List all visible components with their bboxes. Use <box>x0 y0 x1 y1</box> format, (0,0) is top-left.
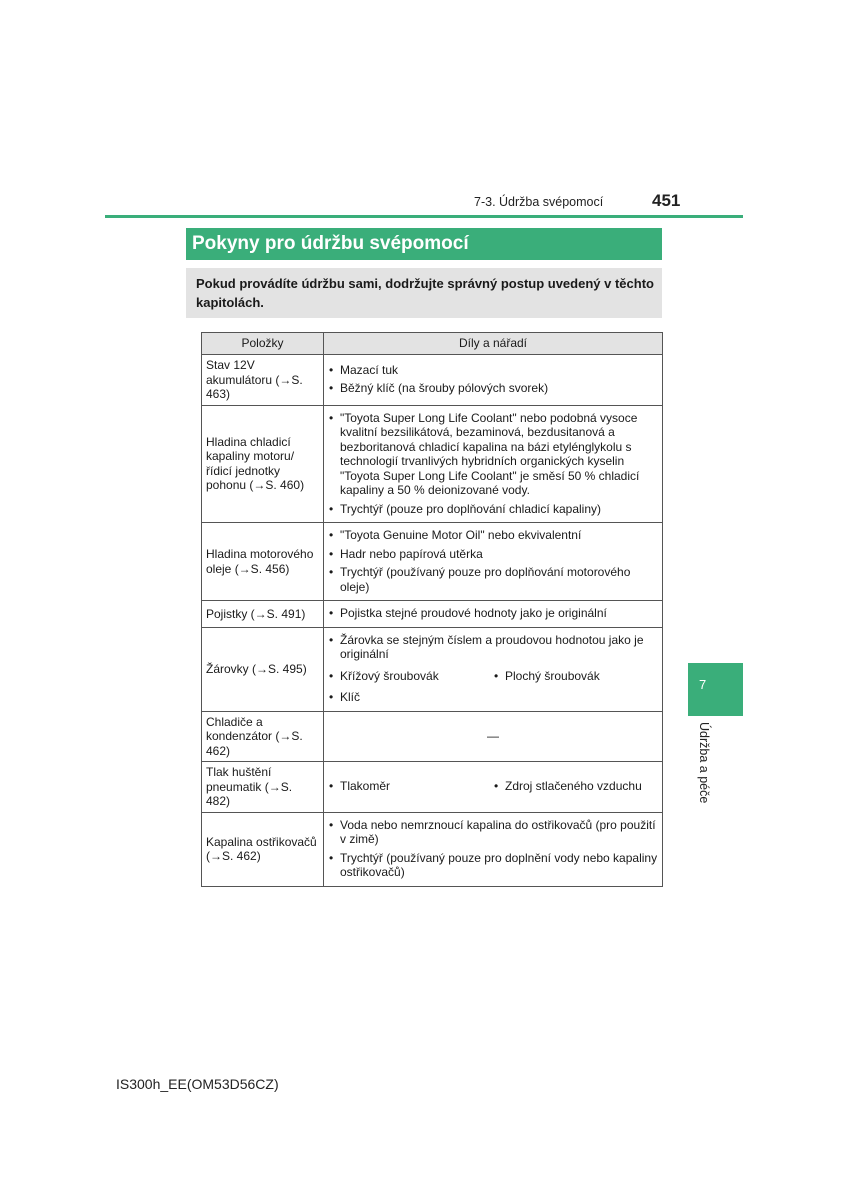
row-item-label: Hladina chladicí kapaliny motoru/řídicí jednotky pohonu (→S. 460) <box>202 405 324 523</box>
list-item: • Pojistka stejné proudové hodnoty jako je originální <box>328 606 658 621</box>
table-row <box>202 601 663 628</box>
row-parts <box>324 355 663 406</box>
table-row <box>202 762 663 813</box>
intro-note: Pokud provádíte údržbu sami, dodržujte správný postup uvedený v těchto kapitolách. <box>186 268 662 318</box>
table-row <box>202 711 663 762</box>
list-item: • Křížový šroubovák <box>328 669 493 684</box>
row-item-label: Hladina motorového oleje (→S. 456) <box>202 523 324 601</box>
table-row <box>202 812 663 886</box>
chapter-side-title: Údržba a péče <box>697 722 711 804</box>
list-item: • Běžný klíč (na šrouby pólových svorek) <box>328 381 658 396</box>
chapter-tab <box>688 663 743 716</box>
list-item: • Plochý šroubovák <box>493 669 658 684</box>
row-item-label: Stav 12V akumulátoru (→S. 463) <box>202 355 324 406</box>
row-item-label: Chladiče a kondenzátor (→S. 462) <box>202 711 324 762</box>
row-parts <box>324 762 663 813</box>
table-row <box>202 627 663 711</box>
list-item: • "Toyota Super Long Life Coolant" nebo podobná vysoce kvalitní bezsilikátová, bezaminová, bezdusitanová a bezboritanová chladicí kapalina na bázi etylénglykolu s technologií trvanlivých hybridních organických kyselin "Toyota Super Long Life Coolant" je směsí 50 % chladicí kapaliny a 50 % deionizované vody. <box>328 411 658 498</box>
row-parts <box>324 601 663 628</box>
table-row <box>202 405 663 523</box>
list-item: • "Toyota Genuine Motor Oil" nebo ekvivalentní <box>328 528 658 543</box>
row-parts <box>324 405 663 523</box>
list-item: • Klíč <box>328 690 658 705</box>
parts-table <box>201 332 663 887</box>
row-item-label: Kapalina ostřikovačů (→S. 462) <box>202 812 324 886</box>
row-parts <box>324 523 663 601</box>
table-header-row <box>202 333 663 355</box>
row-parts <box>324 812 663 886</box>
page-number: 451 <box>652 191 681 210</box>
list-item: • Tlakoměr <box>328 779 493 794</box>
table-row <box>202 355 663 406</box>
chapter-number: 7 <box>699 677 707 692</box>
column-header-items: Položky <box>202 333 324 355</box>
list-item: • Žárovka se stejným číslem a proudovou hodnotou jako je originální <box>328 633 658 662</box>
row-parts <box>324 627 663 711</box>
chapter-heading: 7-3. Údržba svépomocí <box>474 195 604 209</box>
table-row <box>202 523 663 601</box>
row-item-label: Tlak huštění pneumatik (→S. 482) <box>202 762 324 813</box>
list-item: • Mazací tuk <box>328 363 658 378</box>
list-item: • Zdroj stlačeného vzduchu <box>493 779 658 794</box>
empty-dash: — <box>324 711 663 762</box>
section-title: Pokyny pro údržbu svépomocí <box>186 228 662 260</box>
column-header-parts: Díly a nářadí <box>324 333 663 355</box>
row-item-label: Žárovky (→S. 495) <box>202 627 324 711</box>
list-item: • Voda nebo nemrznoucí kapalina do ostřikovačů (pro použití v zimě) <box>328 818 658 847</box>
list-item: • Hadr nebo papírová utěrka <box>328 547 658 562</box>
list-item: • Trychtýř (používaný pouze pro doplnění vody nebo kapaliny ostřikovačů) <box>328 851 658 880</box>
list-item: • Trychtýř (pouze pro doplňování chladicí kapaliny) <box>328 502 658 517</box>
row-item-label: Pojistky (→S. 491) <box>202 601 324 628</box>
header-divider <box>105 215 743 218</box>
document-code: IS300h_EE(OM53D56CZ) <box>116 1076 279 1092</box>
list-item: • Trychtýř (používaný pouze pro doplňování motorového oleje) <box>328 565 658 594</box>
